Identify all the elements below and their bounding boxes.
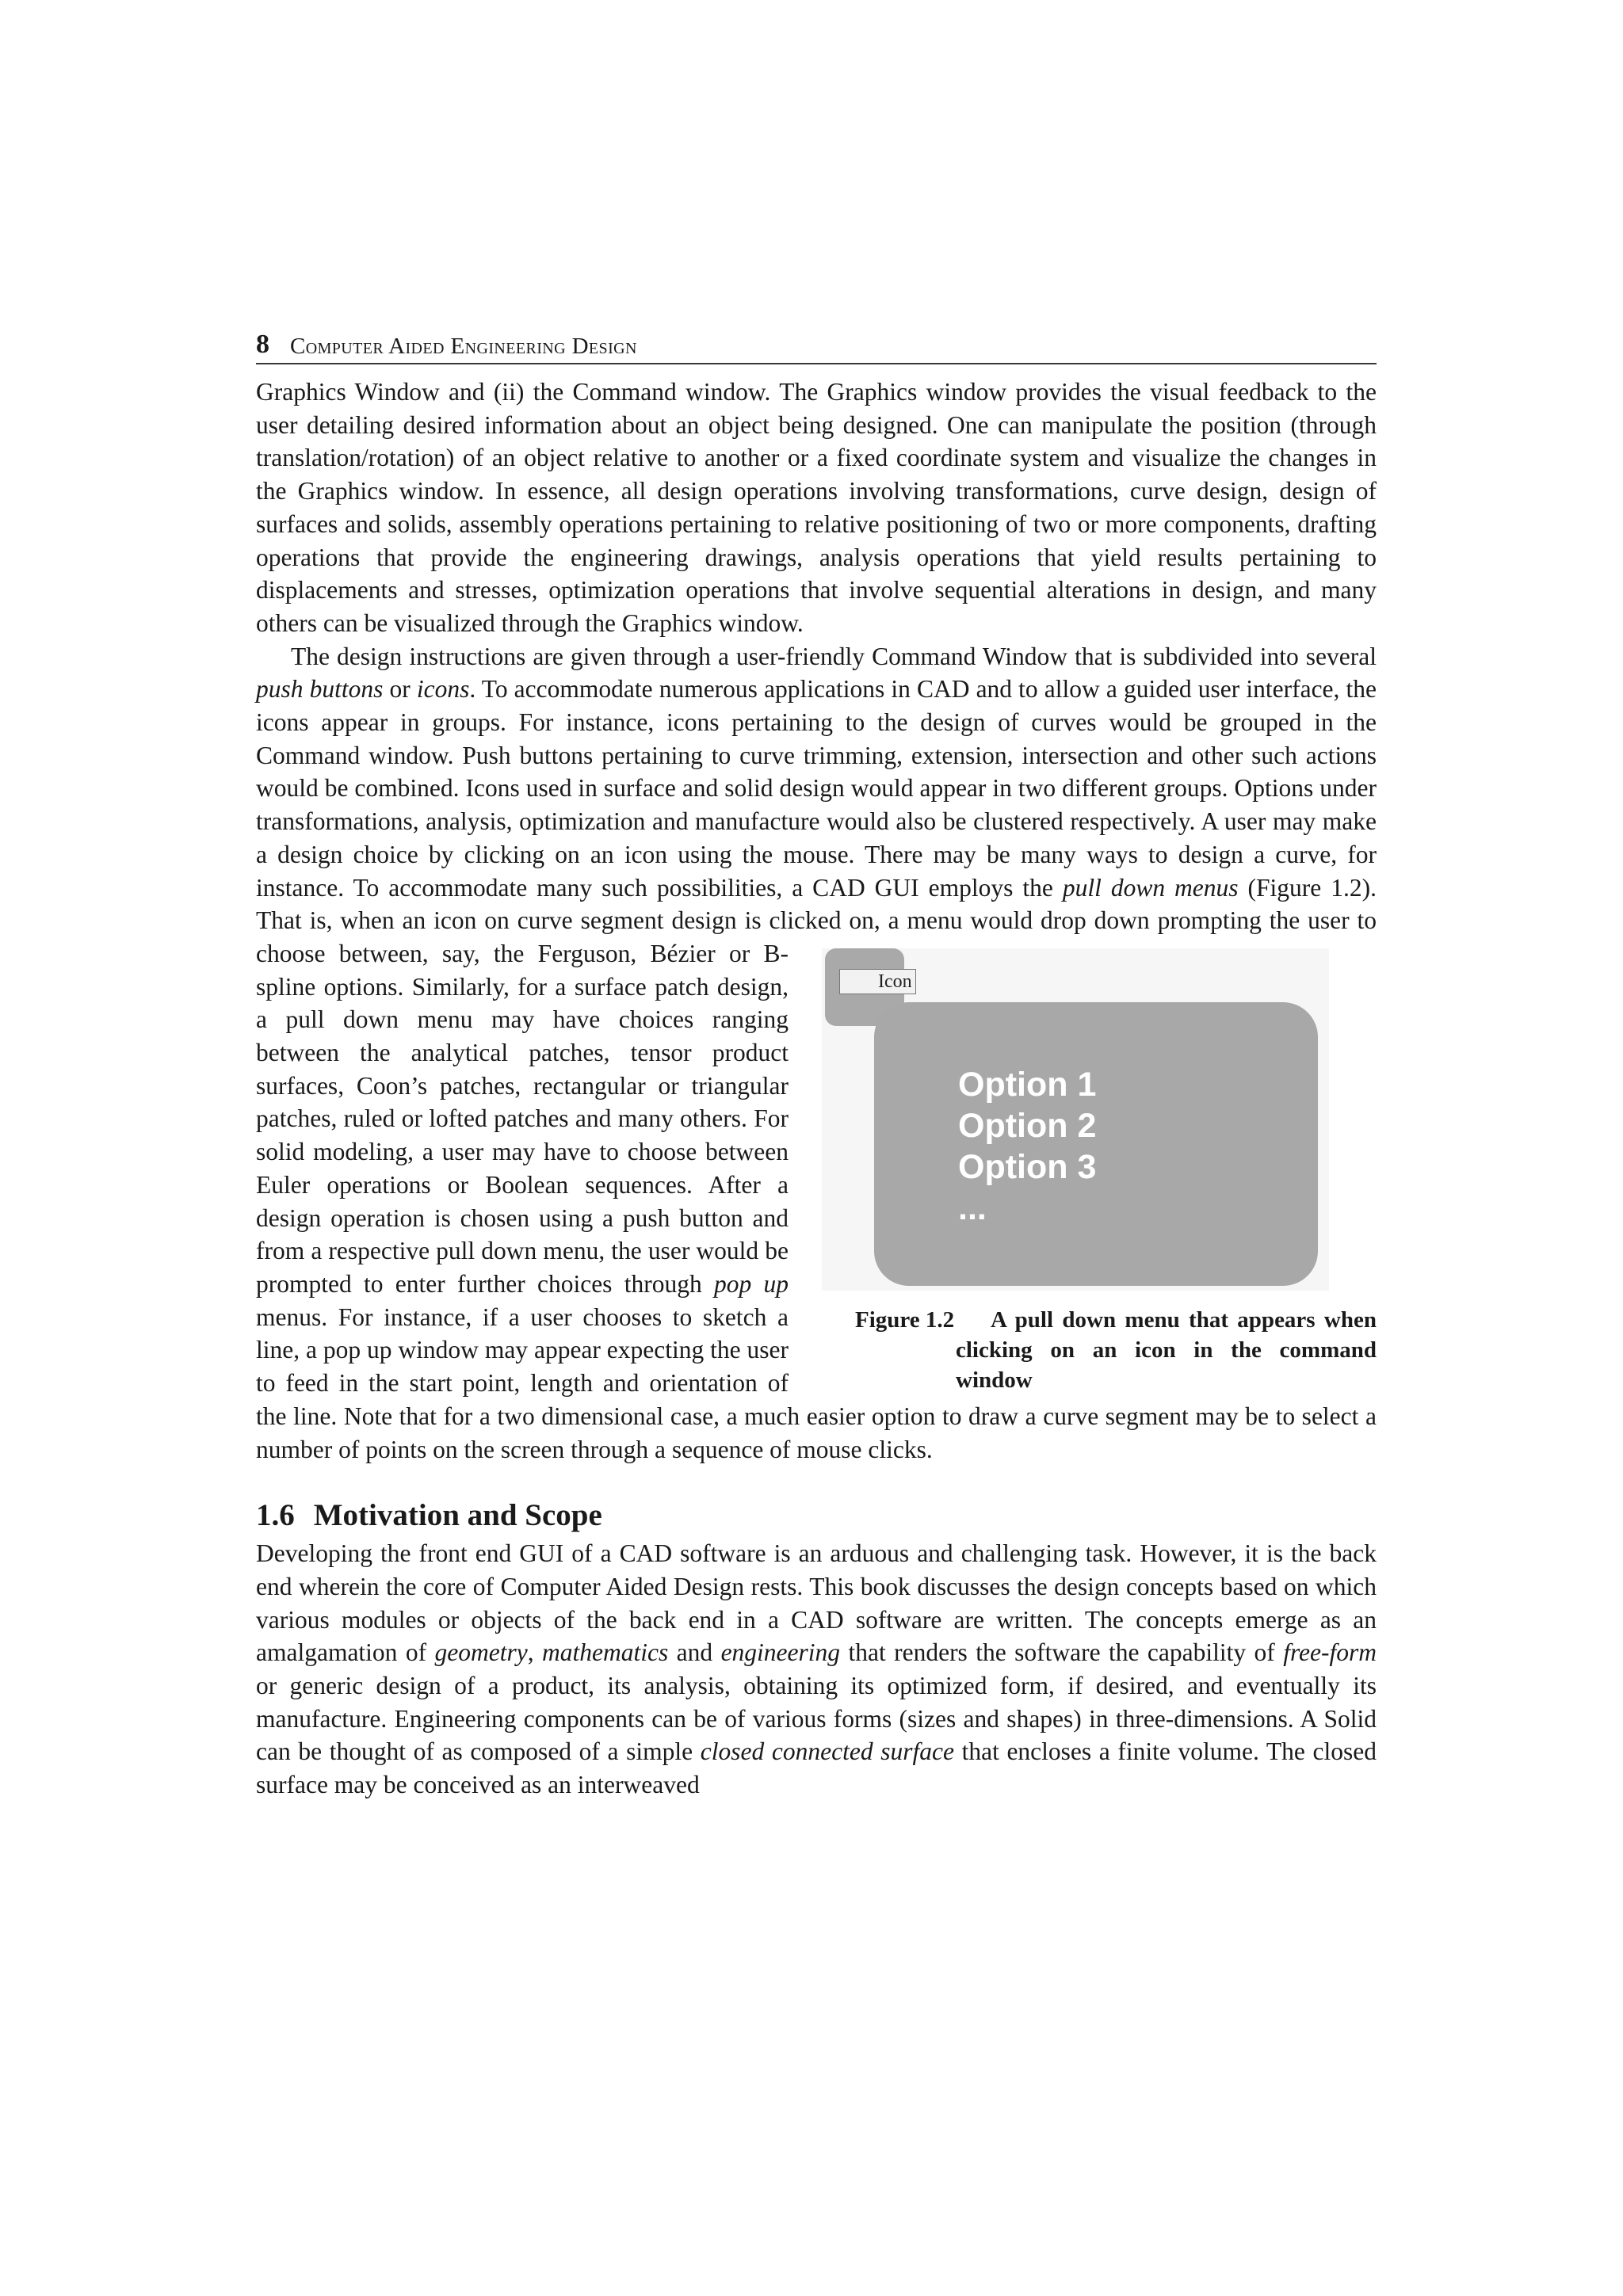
emphasis-term: engineering [720, 1638, 841, 1667]
emphasis-term: icons [416, 675, 470, 704]
figure-pull-down-menu [820, 948, 1377, 1395]
paragraph-text: that renders the software the capability of [840, 1638, 1284, 1667]
paragraph-text: or generic design of a product, its analysis, obtaining its optimized form, if desired, and eventually its manufacture. Engineering components can be of various forms (sizes and shapes) in three-dimensions. A Solid can be thought of as composed of a simple [256, 1672, 1377, 1766]
page-number: 8 [256, 330, 269, 359]
body-text [256, 376, 1377, 1802]
emphasis-term: mathematics [542, 1638, 669, 1667]
paragraph-text: Developing the front end GUI of a CAD software is an arduous and challenging task. However, it is the back end wherein the core of Computer Aided Design rests. This book discusses the design concepts based on which various modules or objects of the back end in a CAD software are written. The concepts emerge as an amalgamation of [256, 1539, 1377, 1667]
pull-down-menu-panel [874, 1002, 1318, 1286]
paragraph-graphics-window: Graphics Window and (ii) the Command window. The Graphics window provides the visual feedback to the user detailing desired information about an object being designed. One can manipulate the position (through translation/rotation) of an object relative to another or a fixed coordinate system and visualize the changes in the Graphics window. In essence, all design operations involving transformations, curve design, design of surfaces and solids, assembly operations pertaining to relative positioning of two or more components, drafting operations that provide the engineering drawings, analysis operations that yield results pertaining to displacements and stresses, optimization operations that involve sequential alterations in design, and many others can be visualized through the Graphics window. [256, 378, 1377, 637]
menu-options-list [923, 1064, 1096, 1229]
emphasis-term: free-form [1283, 1638, 1377, 1667]
section-number: 1.6 [256, 1498, 295, 1533]
paragraph-text: , [527, 1638, 543, 1667]
paragraph-text: or [383, 675, 417, 704]
paragraph-text: that encloses a finite volume. The closed surface may be conceived as an interweaved [256, 1737, 1377, 1799]
emphasis-term: geometry [434, 1638, 528, 1667]
menu-option: Option 3 [958, 1147, 1097, 1186]
paragraph-text: between, say, the Ferguson, Bézier or B-spline options. Similarly, for a surface patch design, a pull down menu may have choices ranging between the analytical patches, tensor product surfaces, Coon’s patches, rectangular or triangular patches, ruled or lofted patches and many others. For solid modeling, a user may have to choose between Euler operations or Boolean sequences. After a design operation is chosen using a push button and from a respective pull down menu, the user would be prompted to enter further choices through [256, 939, 789, 1298]
figure-caption [820, 1305, 1377, 1395]
paragraph-motivation [256, 1537, 1377, 1802]
paragraph-text: . To accommodate numerous applications in CAD and to allow a guided user interface, the icons appear in groups. For instance, icons pertaining to the design of curves would be grouped in the Command window. Push buttons pertaining to curve trimming, extension, intersection and other such actions would be combined. Icons used in surface and solid design would appear in two different groups. Options under transformations, analysis, optimization and manufacture would also be clustered respectively. A user may make a design choice by clicking on an icon using the mouse. There may be many ways to design a curve, for instance. To accommodate many such possibilities, a CAD GUI employs the [256, 675, 1377, 902]
emphasis-term: pop up [713, 1269, 789, 1298]
figure-illustration [822, 948, 1329, 1291]
menu-option: Option 1 [958, 1065, 1097, 1104]
paragraph-text: (Figure 1.2). That is, when an icon on curve segment design is clicked on, a menu would drop down prompting the user to choose [256, 873, 1377, 967]
icon-label: Icon [839, 969, 916, 994]
paragraph-command-window [256, 640, 1377, 1466]
figure-caption-text: A pull down menu that appears when clicking on an icon in the command window [956, 1306, 1377, 1393]
emphasis-term: push buttons [256, 675, 384, 704]
book-page [256, 326, 1377, 1802]
section-title: Motivation and Scope [313, 1498, 602, 1533]
emphasis-term: closed connected surface [700, 1737, 954, 1766]
running-title: Computer Aided Engineering Design [290, 334, 637, 359]
paragraph-text: The design instructions are given through a user-friendly Command Window that is subdivided into several [291, 642, 1377, 670]
emphasis-term: pull down menus [1062, 873, 1239, 902]
figure-caption-label: Figure 1.2 [855, 1306, 955, 1333]
section-heading [256, 1497, 1377, 1534]
running-head [256, 326, 1377, 364]
paragraph-text: and [668, 1638, 721, 1667]
menu-option: Option 2 [958, 1106, 1097, 1145]
menu-option-ellipsis: ... [958, 1188, 987, 1227]
paragraph-text: menus. For instance, if a user chooses to sketch a line, a pop up window may appear expecting the user to feed in the start point, length and orientation of the line. Note that for a two dimensional case, a much easier option to draw a curve segment may be to select a number of points on the screen through a sequence of mouse clicks. [256, 1302, 1377, 1463]
